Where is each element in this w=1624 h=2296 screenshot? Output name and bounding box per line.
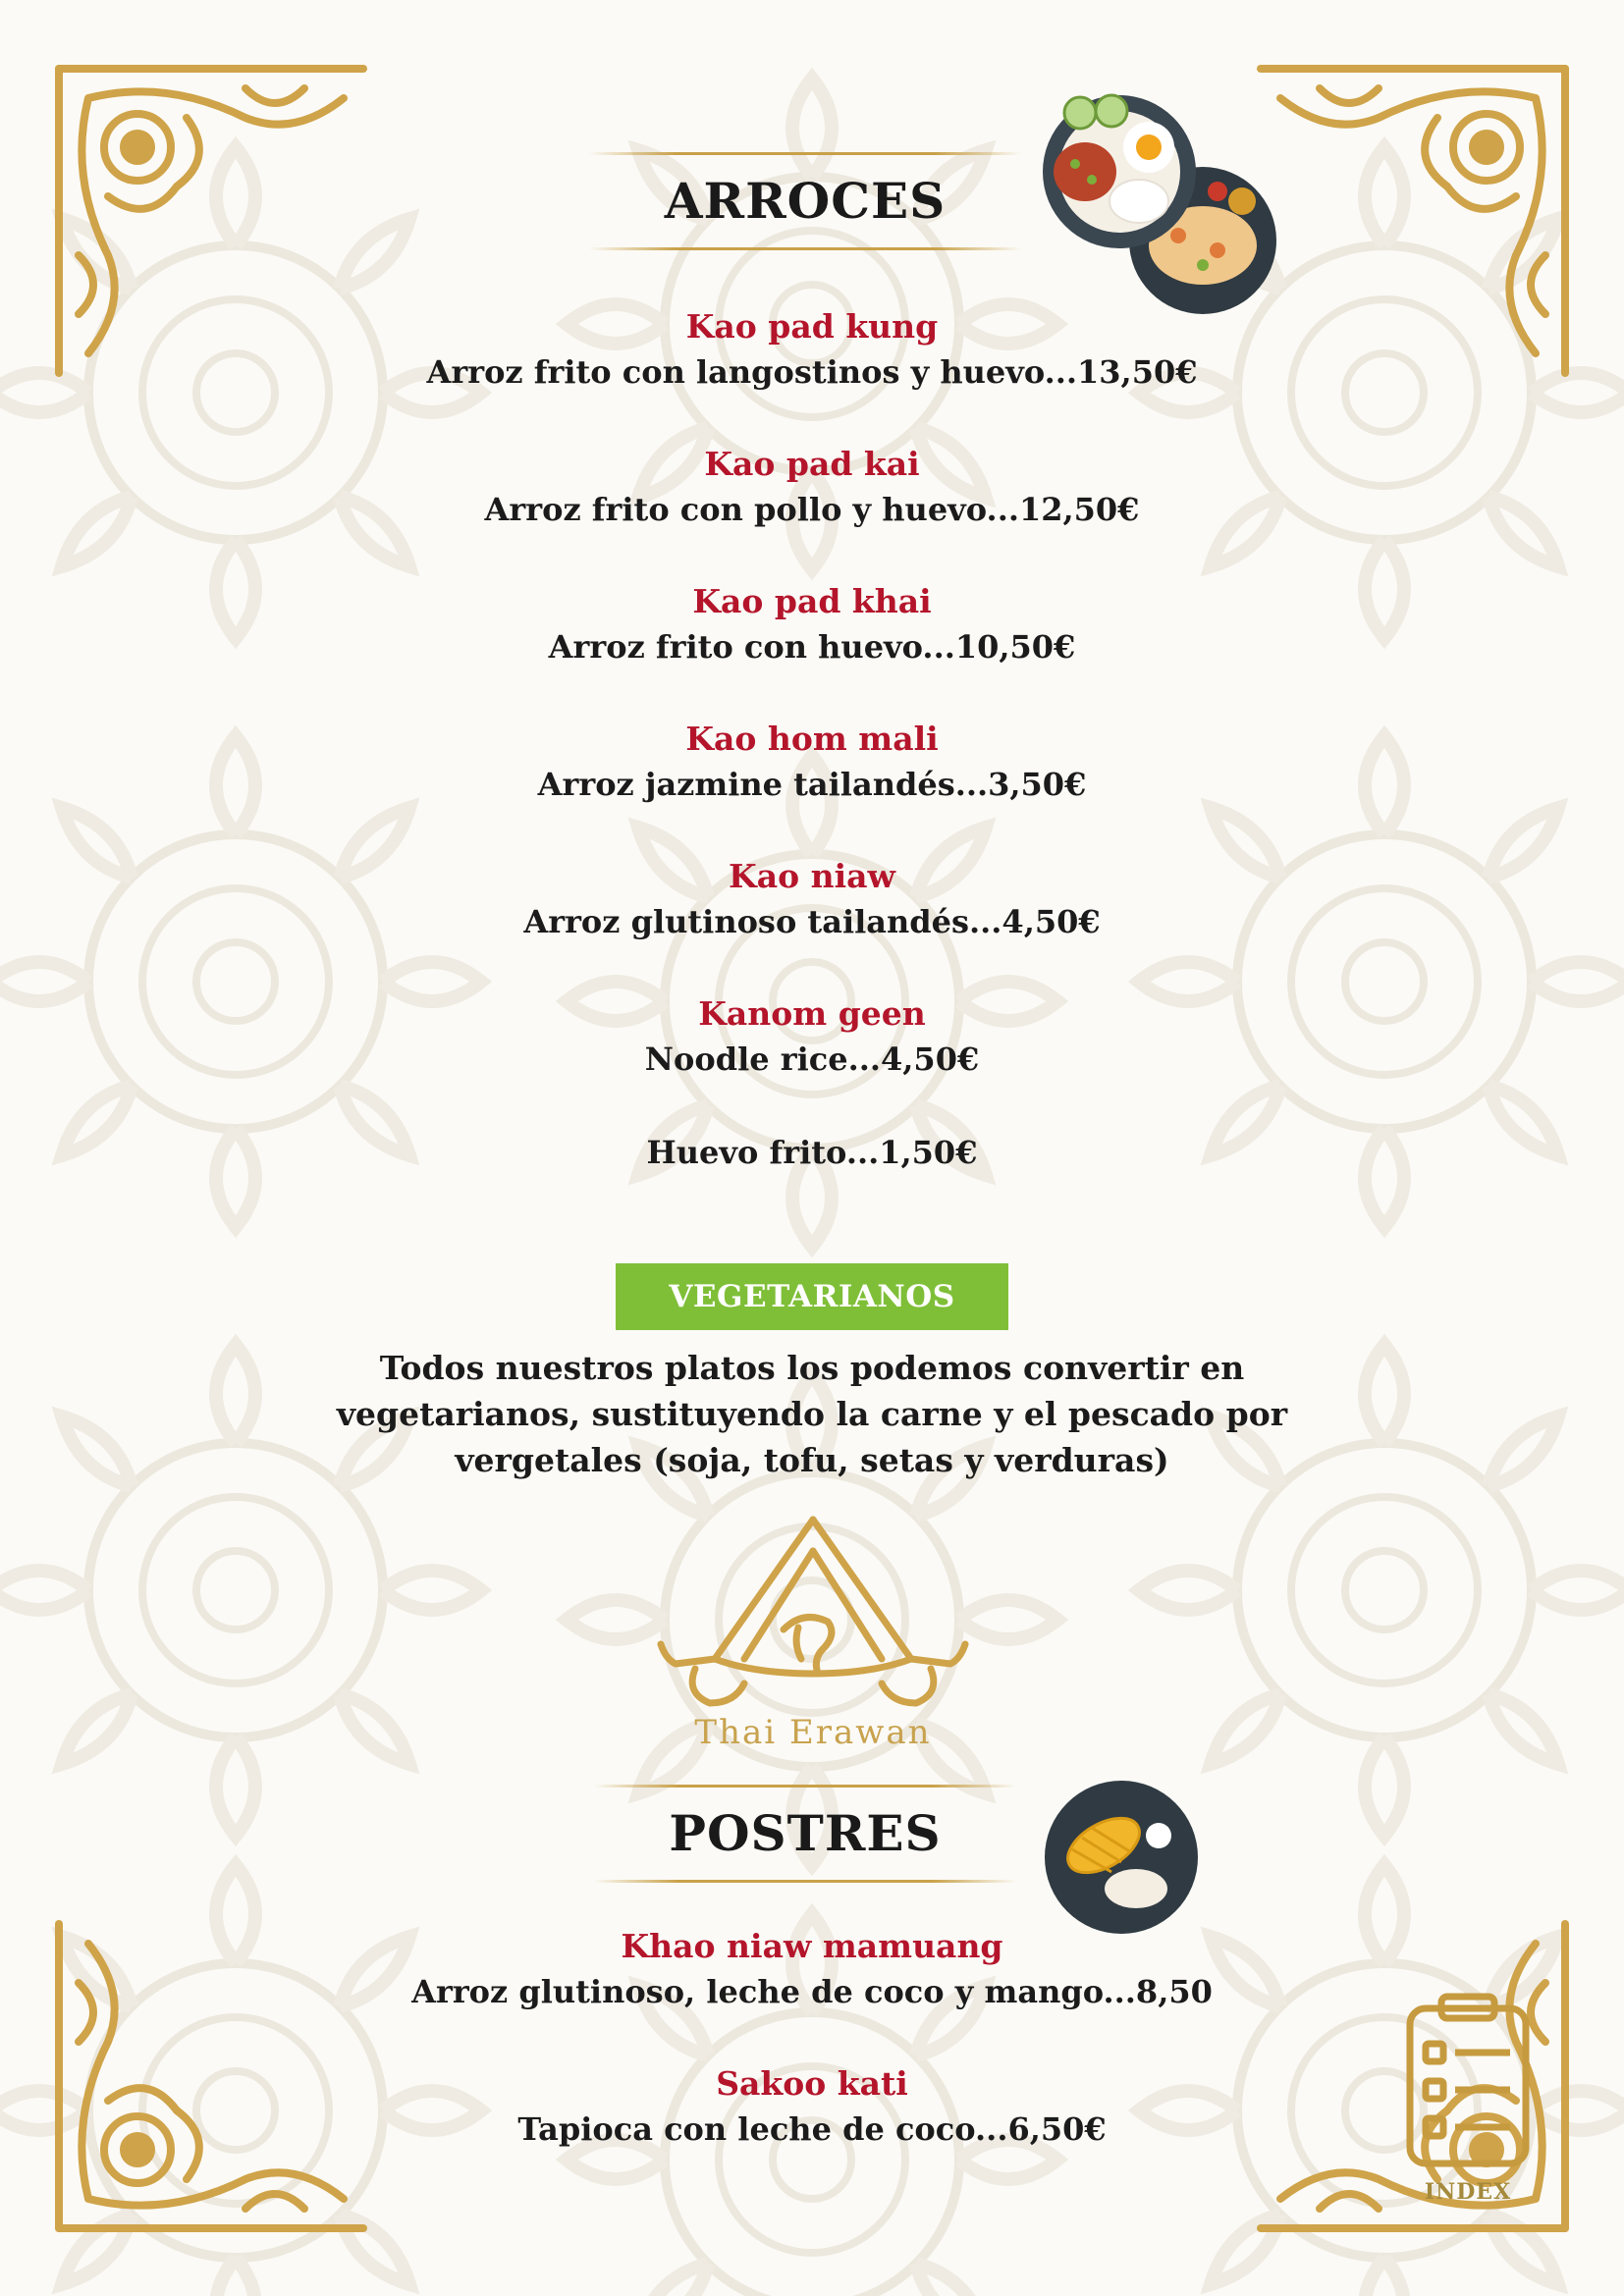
item-name: Kanom geen <box>698 994 926 1033</box>
item-name: Khao niaw mamuang <box>621 1927 1003 1965</box>
item-description: Tapioca con leche de coco...6,50€ <box>517 2110 1107 2148</box>
item-name: Kao hom mali <box>685 720 939 758</box>
menu-item <box>321 854 1303 944</box>
item-name: Kao pad kai <box>704 445 920 483</box>
index-label: INDEX <box>1424 2179 1512 2205</box>
item-description: Arroz frito con huevo...10,50€ <box>548 628 1076 666</box>
menu-item <box>321 304 1303 395</box>
mango-sticky-rice-illustration <box>1043 1779 1200 1936</box>
note-line: Todos nuestros platos los podemos convertir en <box>379 1349 1245 1387</box>
item-description: Arroz jazmine tailandés...3,50€ <box>537 766 1087 803</box>
menu-item <box>321 442 1303 532</box>
section-title: POSTRES <box>669 1804 942 1862</box>
item-description: Arroz frito con langostinos y huevo...13,50€ <box>426 353 1198 391</box>
item-name: Kao niaw <box>729 857 895 895</box>
item-name: Kao pad khai <box>692 582 932 620</box>
item-description: Huevo frito...1,50€ <box>646 1134 978 1171</box>
note-line: vergetales (soja, tofu, setas y verduras) <box>455 1441 1169 1479</box>
item-name: Kao pad kung <box>685 307 939 346</box>
logo-text: Thai Erawan <box>694 1713 932 1752</box>
item-name: Sakoo kati <box>716 2064 908 2103</box>
menu-item <box>321 1924 1303 2014</box>
section-title: ARROCES <box>664 172 947 230</box>
heading-rule-bottom <box>594 1880 1016 1883</box>
rice-dishes-illustration <box>1021 93 1286 319</box>
menu-item <box>321 991 1303 1082</box>
vegetarianos-badge: VEGETARIANOS <box>616 1263 1008 1330</box>
menu-item <box>321 717 1303 807</box>
note-line: vegetarianos, sustituyendo la carne y el pescado por <box>336 1395 1288 1433</box>
arroces-heading <box>589 152 1021 250</box>
item-description: Arroz frito con pollo y huevo...12,50€ <box>484 491 1140 528</box>
menu-item <box>321 1130 1303 1175</box>
menu-item <box>321 579 1303 669</box>
item-description: Noodle rice...4,50€ <box>644 1041 980 1078</box>
postres-heading <box>594 1785 1016 1883</box>
item-description: Arroz glutinoso, leche de coco y mango...8,50 <box>411 1973 1213 2010</box>
vegetarianos-note <box>321 1345 1303 1483</box>
index-button[interactable] <box>1394 1993 1542 2209</box>
heading-rule-bottom <box>589 247 1021 250</box>
menu-item <box>321 2061 1303 2152</box>
item-description: Arroz glutinoso tailandés...4,50€ <box>523 903 1101 940</box>
menu-list-icon <box>1404 1993 1532 2169</box>
